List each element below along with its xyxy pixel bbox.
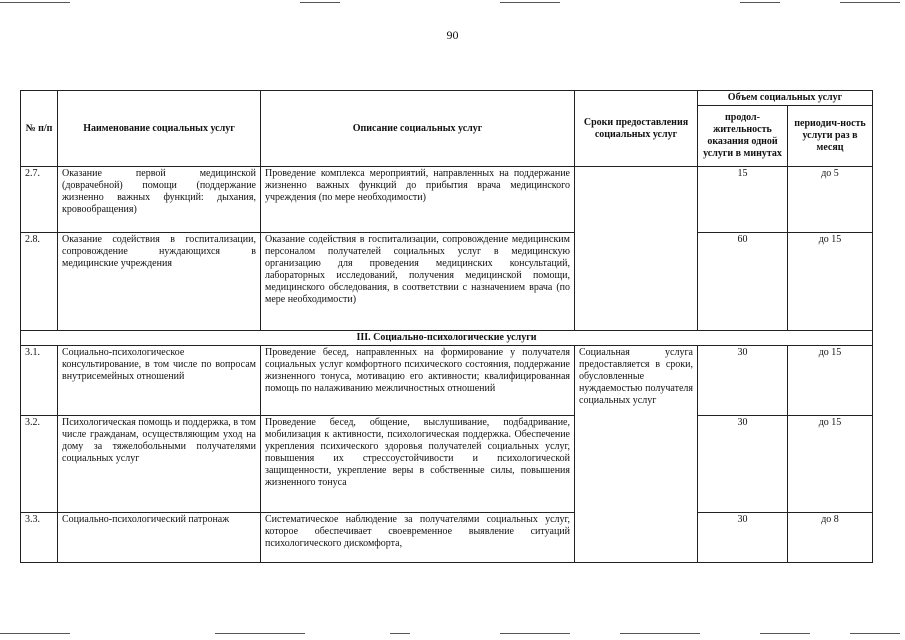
row-duration: 15 — [698, 167, 788, 233]
section-row — [21, 331, 873, 346]
header-volume: Объем социальных услуг — [698, 91, 873, 106]
bottom-scan-marks — [0, 633, 905, 635]
header-frequency: периодич-ность услуги раз в месяц — [788, 106, 873, 167]
header-terms: Сроки предоставления социальных услуг — [575, 91, 698, 167]
header-name: Наименование социальных услуг — [58, 91, 261, 167]
row-frequency: до 15 — [788, 346, 873, 416]
row-terms-empty — [575, 167, 698, 331]
row-duration: 60 — [698, 233, 788, 331]
row-name: Социально-психологическое консультирование, в том числе по вопросам внутрисемейных отношений — [58, 346, 261, 416]
row-num: 3.1. — [21, 346, 58, 416]
row-name: Оказание содействия в госпитализации, сопровождение нуждающихся в медицинские учреждения — [58, 233, 261, 331]
section-title: III. Социально-психологические услуги — [21, 331, 873, 346]
row-frequency: до 15 — [788, 233, 873, 331]
row-desc: Проведение бесед, общение, выслушивание, подбадривание, мобилизация к активности, психологическая поддержка. Обеспечение укрепления психического здоровья получателей социальных услуг, повышения их стрессоустойчивости и психологической защищенности, укрепление веры в собственные силы, повышения жизненного тонуса — [261, 416, 575, 513]
row-name: Оказание первой медицинской (доврачебной) помощи (поддержание жизненно важных функций: дыхания, кровообращения) — [58, 167, 261, 233]
header-desc: Описание социальных услуг — [261, 91, 575, 167]
table-row — [21, 346, 873, 416]
row-num: 3.2. — [21, 416, 58, 513]
header-num: № п/п — [21, 91, 58, 167]
row-frequency: до 8 — [788, 513, 873, 563]
row-name: Социально-психологический патронаж — [58, 513, 261, 563]
table-header-row — [21, 91, 873, 106]
table-row — [21, 416, 873, 513]
row-desc: Систематическое наблюдение за получателями социальных услуг, которое обеспечивает своевременное выявление ситуаций психологического дискомфорта, — [261, 513, 575, 563]
row-num: 2.7. — [21, 167, 58, 233]
row-frequency: до 5 — [788, 167, 873, 233]
table-row — [21, 513, 873, 563]
row-frequency: до 15 — [788, 416, 873, 513]
top-scan-marks — [0, 2, 905, 4]
header-duration: продол-жительность оказания одной услуги в минутах — [698, 106, 788, 167]
row-duration: 30 — [698, 513, 788, 563]
row-desc: Оказание содействия в госпитализации, сопровождение медицинским персоналом получателей социальных услуг в медицинскую организацию для проведения медицинских консультаций, лабораторных исследований, получения медицинской помощи, медицинского обследования, в соответствии с назначением врача (по мере необходимости) — [261, 233, 575, 331]
table-row — [21, 233, 873, 331]
row-desc: Проведение комплекса мероприятий, направленных на поддержание жизненно важных функций до прибытия врача медицинского учреждения (по мере необходимости) — [261, 167, 575, 233]
table-row — [21, 167, 873, 233]
row-duration: 30 — [698, 416, 788, 513]
social-services-table — [20, 90, 873, 563]
page-number: 90 — [446, 28, 459, 42]
row-name: Психологическая помощь и поддержка, в том числе гражданам, осуществляющим уход на дому за тяжелобольными получателями социальных услуг — [58, 416, 261, 513]
row-duration: 30 — [698, 346, 788, 416]
row-desc: Проведение бесед, направленных на формирование у получателя социальных услуг комфортного психического состояния, поддержание жизненного тонуса, мотивацию его активности; квалифицированная помощь по налаживанию межличностных отношений — [261, 346, 575, 416]
row-terms: Социальная услуга предоставляется в сроки, обусловленные нуждаемостью получателя социальных услуг — [575, 346, 698, 563]
row-num: 3.3. — [21, 513, 58, 563]
row-num: 2.8. — [21, 233, 58, 331]
